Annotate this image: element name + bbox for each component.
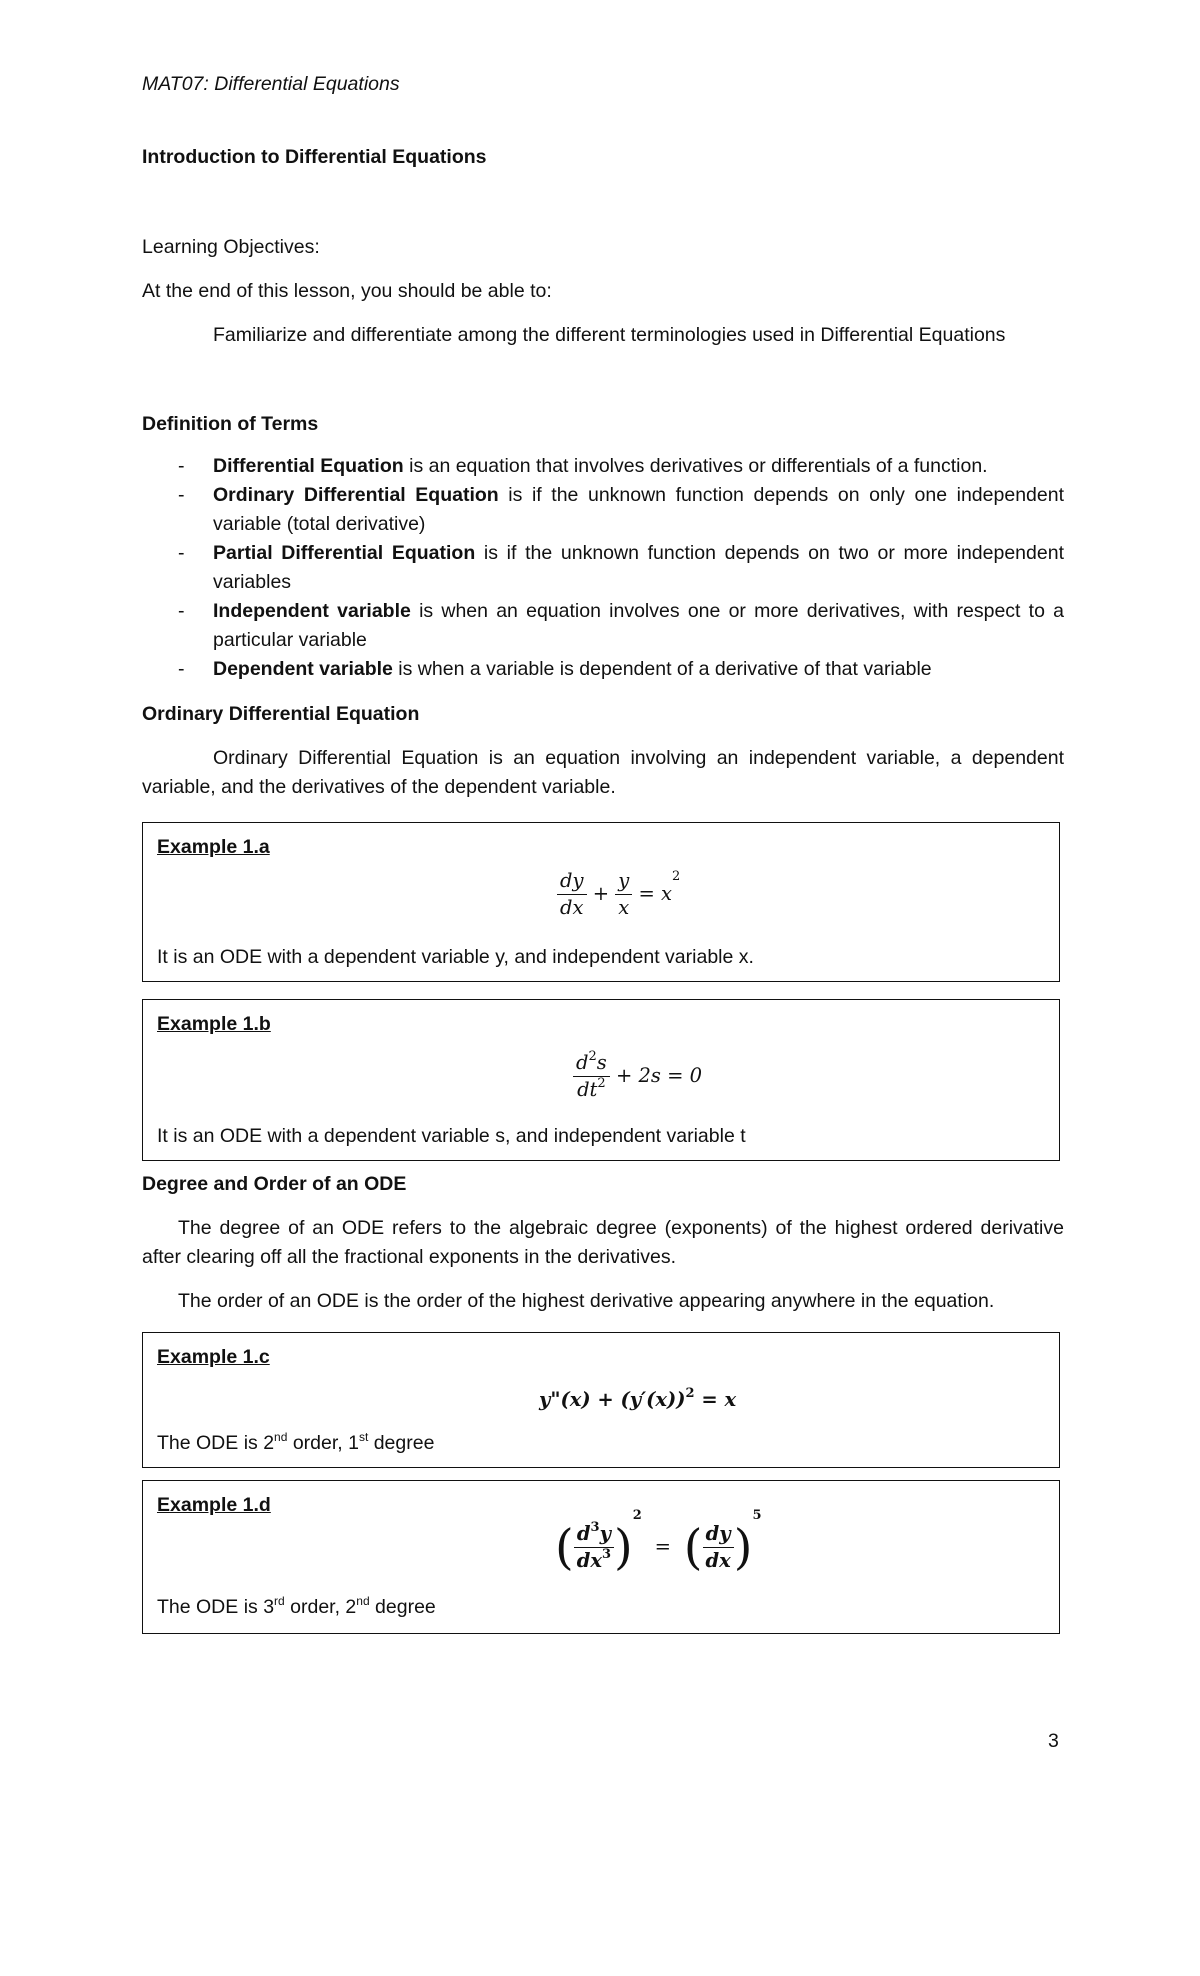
text-part: order, 1 [287, 1432, 359, 1454]
bullet-dash: - [178, 455, 185, 477]
degree-order-heading: Degree and Order of an ODE [142, 1173, 407, 1195]
fraction [703, 1521, 734, 1574]
plus-sign: + [592, 882, 610, 905]
definition-term: Dependent variable [213, 658, 393, 680]
numerator-base: d [576, 1522, 591, 1545]
numerator: dy [557, 868, 587, 895]
definition-term: Partial Differential Equation [213, 542, 476, 564]
degree-paragraph: The degree of an ODE refers to the algebraic degree (exponents) of the highest ordered derivative after clearing off all the fractional exponents in the derivatives. [142, 1217, 1064, 1268]
ordinal-suffix: nd [274, 1430, 288, 1444]
equation-1a [557, 868, 680, 921]
denominator: dx [560, 896, 584, 919]
definition-text: is if the unknown function depends on only one independent variable (total derivative) [213, 484, 1064, 535]
bullet-dash: - [178, 658, 185, 680]
denominator: dx [705, 1549, 731, 1572]
example-box-1b [142, 999, 1060, 1161]
example-text [157, 1429, 434, 1458]
exponent: 2 [632, 1508, 642, 1523]
numerator [573, 1050, 610, 1077]
numerator-var: y [599, 1522, 611, 1545]
fraction [573, 1050, 610, 1103]
equation-rhs: = x [638, 882, 673, 905]
definition-term: Independent variable [213, 600, 411, 622]
equation-1d [555, 1508, 762, 1576]
bullet-dash: - [178, 542, 185, 564]
learning-objectives-heading: Learning Objectives: [142, 236, 320, 258]
numerator: y [615, 868, 632, 895]
exponent: 2 [588, 1049, 597, 1064]
exponent: 2 [597, 1076, 606, 1091]
example-box-1a [142, 822, 1060, 982]
page-number: 3 [1048, 1730, 1059, 1752]
equation-rhs: = x [694, 1388, 737, 1411]
exponent: 3 [602, 1547, 612, 1562]
definitions-heading: Definition of Terms [142, 413, 319, 435]
right-paren: ) [733, 1519, 753, 1576]
definition-item [142, 481, 1064, 539]
fraction [615, 868, 632, 921]
ordinal-suffix: nd [356, 1594, 370, 1608]
fraction [557, 868, 587, 921]
example-title: Example 1.c [157, 1346, 270, 1368]
example-box-1c [142, 1332, 1060, 1468]
ode-heading: Ordinary Differential Equation [142, 703, 420, 725]
bullet-dash: - [178, 484, 185, 506]
equation-1b [573, 1050, 702, 1103]
text-part: The ODE is 2 [157, 1432, 275, 1454]
numerator-base: d [576, 1051, 589, 1074]
ordinal-suffix: rd [274, 1594, 285, 1608]
equation-1c [539, 1385, 736, 1414]
page-header: MAT07: Differential Equations [142, 73, 400, 95]
example-title: Example 1.a [157, 836, 270, 858]
denominator [573, 1077, 610, 1103]
definitions-list [142, 452, 1064, 684]
text-part: degree [369, 1596, 436, 1618]
ode-paragraph: Ordinary Differential Equation is an equation involving an independent variable, a dependent variable, and the derivatives of the dependent variable. [142, 747, 1064, 798]
equals-sign: = [654, 1535, 671, 1558]
exponent: 5 [752, 1508, 762, 1523]
text-part: The ODE is 3 [157, 1596, 275, 1618]
exponent: 2 [685, 1386, 695, 1401]
definition-text: is when an equation involves one or more derivatives, with respect to a particular variable [213, 600, 1064, 651]
order-paragraph: The order of an ODE is the order of the highest derivative appearing anywhere in the equation. [178, 1290, 995, 1312]
fraction [574, 1521, 614, 1574]
definition-text: is an equation that involves derivatives or differentials of a function. [403, 455, 988, 477]
definition-item [142, 655, 1064, 684]
numerator [574, 1521, 614, 1548]
exponent: 2 [672, 869, 681, 884]
exponent: 3 [590, 1520, 600, 1535]
numerator: dy [703, 1521, 734, 1548]
definition-term: Ordinary Differential Equation [213, 484, 499, 506]
definition-item [142, 452, 1064, 481]
example-title: Example 1.d [157, 1494, 271, 1516]
denominator [574, 1548, 614, 1574]
example-text [157, 1593, 436, 1622]
definition-text: is if the unknown function depends on two or more independent variables [213, 542, 1064, 593]
definition-item [142, 597, 1064, 655]
text-part: order, 2 [284, 1596, 357, 1618]
denominator-base: dx [576, 1549, 602, 1572]
definition-item [142, 539, 1064, 597]
denominator-base: dt [577, 1078, 598, 1101]
learning-objectives-intro: At the end of this lesson, you should be able to: [142, 280, 552, 302]
example-text: It is an ODE with a dependent variable s, and independent variable t [157, 1125, 746, 1147]
equation-lhs: y"(x) + (y′(x)) [539, 1388, 686, 1411]
right-paren: ) [614, 1519, 633, 1576]
lesson-title: Introduction to Differential Equations [142, 146, 487, 168]
learning-objective-item: Familiarize and differentiate among the different terminologies used in Differential Equations [213, 324, 1006, 346]
definition-term: Differential Equation [213, 455, 404, 477]
example-title: Example 1.b [157, 1013, 271, 1035]
example-text: It is an ODE with a dependent variable y, and independent variable x. [157, 946, 754, 968]
ordinal-suffix: st [358, 1430, 369, 1444]
text-part: degree [368, 1432, 435, 1454]
numerator-var: s [596, 1051, 607, 1074]
denominator: x [618, 896, 630, 919]
example-box-1d [142, 1480, 1060, 1634]
left-paren: ( [555, 1519, 574, 1576]
definition-text: is when a variable is dependent of a derivative of that variable [392, 658, 932, 680]
bullet-dash: - [178, 600, 185, 622]
equation-rhs: + 2s = 0 [615, 1064, 703, 1087]
left-paren: ( [683, 1519, 703, 1576]
